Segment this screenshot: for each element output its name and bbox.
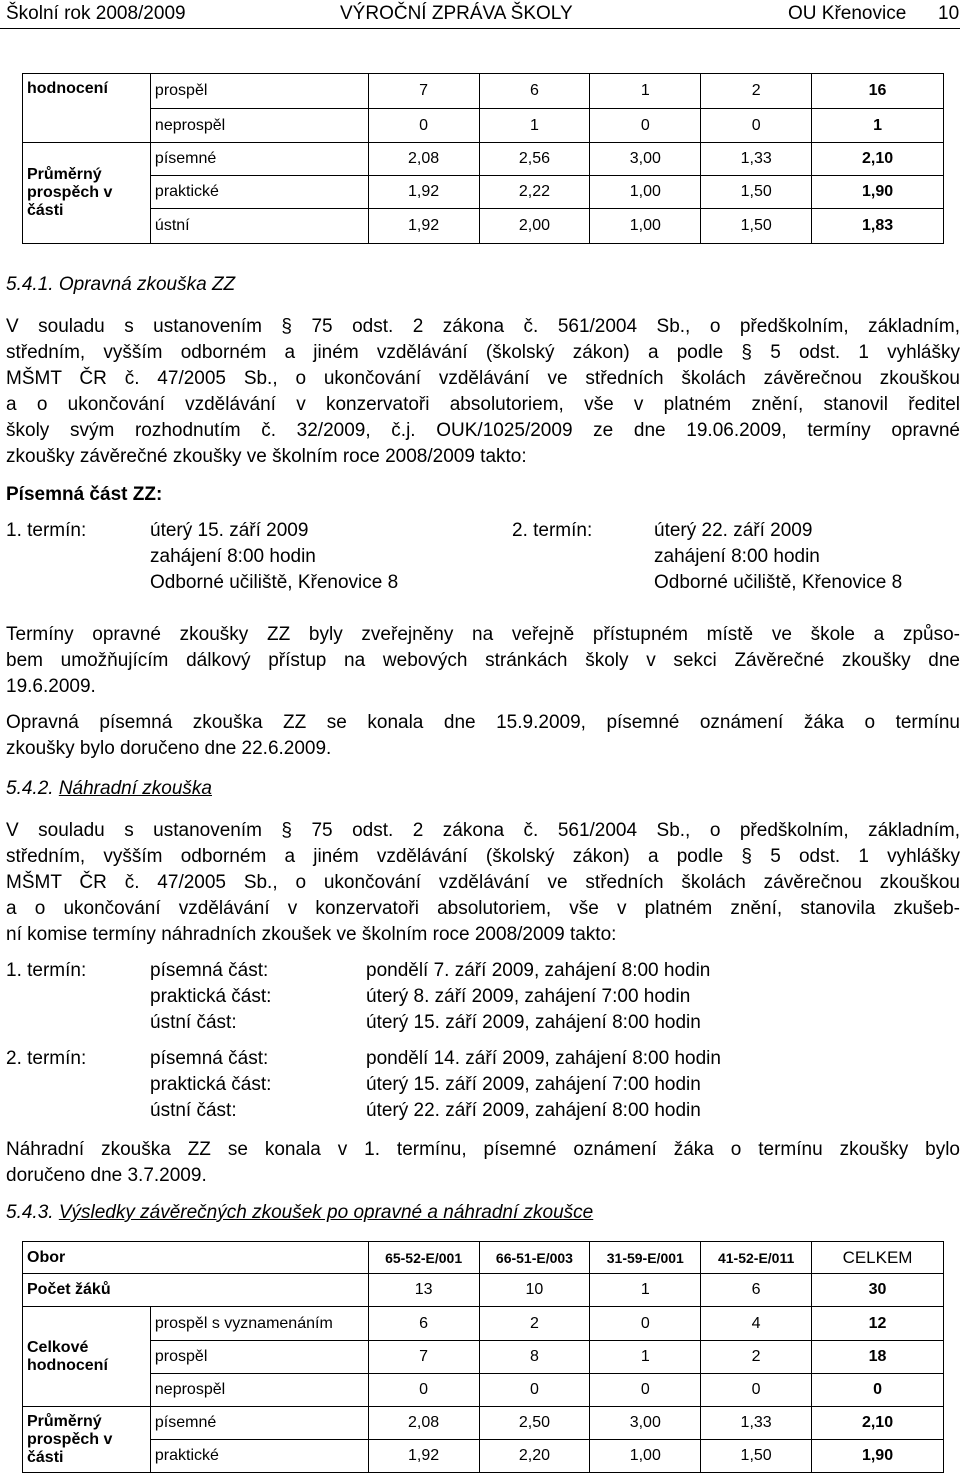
cell: 4 (701, 1307, 812, 1341)
row-label: praktické (150, 176, 368, 209)
term-date: úterý 15. září 2009, zahájení 7:00 hodin (366, 1074, 701, 1095)
term1-place: Odborné učiliště, Křenovice 8 (150, 572, 399, 593)
cell: 2,22 (479, 176, 590, 209)
term-date: pondělí 7. září 2009, zahájení 8:00 hodin (366, 960, 711, 981)
column-header: 66-51-E/003 (479, 1242, 590, 1274)
row-label: písemné (150, 1407, 368, 1440)
table-row (23, 1374, 944, 1407)
total-cell: 30 (812, 1274, 944, 1307)
cell: 0 (368, 1374, 479, 1407)
cell: 6 (368, 1307, 479, 1341)
part-label: ústní část: (150, 1012, 237, 1033)
part-label: praktická část: (150, 986, 272, 1007)
term2-start: zahájení 8:00 hodin (654, 546, 820, 567)
paragraph-line: bem umožňujícím dálkový přístup na webových stránkách školy v sekci Závěrečné zkoušky dne (6, 650, 960, 671)
cell: 2,08 (368, 1407, 479, 1440)
cell: 2 (479, 1307, 590, 1341)
cell: 0 (590, 1374, 701, 1407)
cell: 1,50 (701, 176, 812, 209)
cell: 3,00 (590, 143, 701, 176)
cell: 1,50 (701, 209, 812, 244)
cell: 0 (701, 1374, 812, 1407)
paragraph-line: 19.6.2009. (6, 676, 96, 697)
cell: 1 (590, 1341, 701, 1374)
row-group-label: Celkové hodnocení (23, 1307, 151, 1407)
cell: 1,92 (368, 1440, 479, 1473)
table-row (23, 74, 944, 109)
cell: 8 (479, 1341, 590, 1374)
term2-label: 2. termín: (512, 520, 593, 541)
table-row (23, 109, 944, 143)
term2-place: Odborné učiliště, Křenovice 8 (654, 572, 903, 593)
table-row (23, 1440, 944, 1473)
cell: 0 (590, 1307, 701, 1341)
table-row (23, 1341, 944, 1374)
cell: 0 (368, 109, 479, 143)
column-header: 31-59-E/001 (590, 1242, 701, 1274)
cell: 7 (368, 74, 479, 109)
cell: 1,33 (701, 143, 812, 176)
term-date: úterý 15. září 2009, zahájení 8:00 hodin (366, 1012, 701, 1033)
term-date: úterý 22. září 2009, zahájení 8:00 hodin (366, 1100, 701, 1121)
total-cell: 2,10 (812, 1407, 944, 1440)
paragraph-line: a o ukončování vzdělávání v konzervatoři absolutoriem, vše v platném znění, stanovila zkušeb- (6, 898, 960, 919)
cell: 10 (479, 1274, 590, 1307)
section-number: 5.4.2. (6, 778, 54, 799)
cell: 2,20 (479, 1440, 590, 1473)
paragraph-line: a o ukončování vzdělávání v konzervatoři absolutoriem, vše v platném znění, stanovil ředitel (6, 394, 960, 415)
row-label: Počet žáků (23, 1274, 369, 1307)
header-rule (0, 28, 960, 29)
table-row (23, 209, 944, 244)
paragraph-line: V souladu s ustanovením § 75 odst. 2 zákona č. 561/2004 Sb., o předškolním, základním, (6, 316, 960, 337)
term-date: pondělí 14. září 2009, zahájení 8:00 hodin (366, 1048, 721, 1069)
written-part-title: Písemná část ZZ: (6, 484, 163, 505)
term1-label: 1. termín: (6, 520, 87, 541)
header-page-number: 10 (938, 3, 960, 24)
column-header: 41-52-E/011 (701, 1242, 812, 1274)
section-heading-5-4-2 (6, 778, 212, 800)
cell: 1,00 (590, 1440, 701, 1473)
header-title: VÝROČNÍ ZPRÁVA ŠKOLY (340, 3, 573, 24)
section-title: Výsledky závěrečných zkoušek po opravné a náhradní zkoušce (58, 1202, 594, 1223)
row-label: neprospěl (150, 1374, 368, 1407)
cell: 2 (701, 1341, 812, 1374)
paragraph-line: Náhradní zkouška ZZ se konala v 1. termínu, písemné oznámení žáka o termínu zkoušky bylo (6, 1139, 960, 1160)
cell: 1 (590, 74, 701, 109)
term2-label: 2. termín: (6, 1048, 87, 1069)
row-group-label: hodnocení (23, 74, 151, 143)
page-header (0, 0, 960, 30)
part-label: písemná část: (150, 960, 269, 981)
paragraph-line: zkoušky závěrečné zkoušky ve školním roce 2008/2009 takto: (6, 446, 527, 467)
results-table-top (22, 73, 944, 244)
row-group-label: Průměrný prospěch v části (23, 1407, 151, 1473)
header-school-name: OU Křenovice (788, 3, 907, 24)
term-date: úterý 8. září 2009, zahájení 7:00 hodin (366, 986, 691, 1007)
cell: 1,33 (701, 1407, 812, 1440)
column-header: 65-52-E/001 (368, 1242, 479, 1274)
row-label: písemné (150, 143, 368, 176)
total-cell: 16 (812, 74, 944, 109)
cell: 0 (479, 1374, 590, 1407)
cell: 1,50 (701, 1440, 812, 1473)
cell: 1,00 (590, 176, 701, 209)
total-cell: 2,10 (812, 143, 944, 176)
cell: 1,92 (368, 209, 479, 244)
paragraph-line: MŠMT ČR č. 47/2005 Sb., o ukončování vzdělávání ve středních školách závěrečnou zkouškou (6, 872, 960, 893)
table-row (23, 1274, 944, 1307)
cell: 0 (701, 109, 812, 143)
cell: 2,56 (479, 143, 590, 176)
total-cell: 12 (812, 1307, 944, 1341)
paragraph-line: ní komise termíny náhradních zkoušek ve školním roce 2008/2009 takto: (6, 924, 617, 945)
row-label: neprospěl (150, 109, 368, 143)
total-cell: 18 (812, 1341, 944, 1374)
cell: 2,08 (368, 143, 479, 176)
row-label: prospěl (150, 1341, 368, 1374)
part-label: ústní část: (150, 1100, 237, 1121)
cell: 2,50 (479, 1407, 590, 1440)
paragraph-line: V souladu s ustanovením § 75 odst. 2 zákona č. 561/2004 Sb., o předškolním, základním, (6, 820, 960, 841)
term2-date: úterý 22. září 2009 (654, 520, 813, 541)
part-label: praktická část: (150, 1074, 272, 1095)
paragraph-line: zkoušky bylo doručeno dne 22.6.2009. (6, 738, 332, 759)
total-cell: 1,83 (812, 209, 944, 244)
term1-label: 1. termín: (6, 960, 87, 981)
table-row (23, 1407, 944, 1440)
part-label: písemná část: (150, 1048, 269, 1069)
total-cell: 1 (812, 109, 944, 143)
column-header-total: CELKEM (812, 1242, 944, 1274)
row-label: praktické (150, 1440, 368, 1473)
cell: 1,92 (368, 176, 479, 209)
table-row (23, 143, 944, 176)
cell: 2,00 (479, 209, 590, 244)
results-table-bottom (22, 1241, 944, 1473)
total-cell: 1,90 (812, 1440, 944, 1473)
table-row (23, 1307, 944, 1341)
paragraph-line: Termíny opravné zkoušky ZZ byly zveřejněny na veřejně přístupném místě ve škole a způso- (6, 624, 960, 645)
cell: 0 (590, 109, 701, 143)
row-label: ústní (150, 209, 368, 244)
row-group-label: Průměrný prospěch v části (23, 143, 151, 244)
header-school-year: Školní rok 2008/2009 (6, 3, 186, 24)
cell: 6 (479, 74, 590, 109)
section-title: Náhradní zkouška (58, 778, 212, 799)
cell: 2 (701, 74, 812, 109)
header-obor: Obor (23, 1242, 369, 1274)
term1-start: zahájení 8:00 hodin (150, 546, 316, 567)
cell: 1,00 (590, 209, 701, 244)
table-row (23, 176, 944, 209)
row-label: prospěl (150, 74, 368, 109)
cell: 1 (590, 1274, 701, 1307)
paragraph-line: MŠMT ČR č. 47/2005 Sb., o ukončování vzdělávání ve středních školách závěrečnou zkouškou (6, 368, 960, 389)
cell: 7 (368, 1341, 479, 1374)
cell: 3,00 (590, 1407, 701, 1440)
table-header-row (23, 1242, 944, 1274)
term1-date: úterý 15. září 2009 (150, 520, 309, 541)
row-label: prospěl s vyznamenáním (150, 1307, 368, 1341)
total-cell: 0 (812, 1374, 944, 1407)
cell: 1 (479, 109, 590, 143)
paragraph-line: středním, vyšším odborném a jiném vzdělávání (školský zákon) a podle § 5 odst. 1 vyhlášky (6, 846, 960, 867)
paragraph-line: středním, vyšším odborném a jiném vzdělávání (školský zákon) a podle § 5 odst. 1 vyhlášky (6, 342, 960, 363)
total-cell: 1,90 (812, 176, 944, 209)
cell: 13 (368, 1274, 479, 1307)
section-number: 5.4.3. (6, 1202, 54, 1223)
paragraph-line: školy svým rozhodnutím č. 32/2009, č.j. OUK/1025/2009 ze dne 19.06.2009, termíny opravné (6, 420, 960, 441)
paragraph-line: doručeno dne 3.7.2009. (6, 1165, 207, 1186)
section-heading-5-4-1: 5.4.1. Opravná zkouška ZZ (6, 274, 236, 295)
section-heading-5-4-3 (6, 1202, 593, 1224)
cell: 6 (701, 1274, 812, 1307)
paragraph-line: Opravná písemná zkouška ZZ se konala dne 15.9.2009, písemné oznámení žáka o termínu (6, 712, 960, 733)
